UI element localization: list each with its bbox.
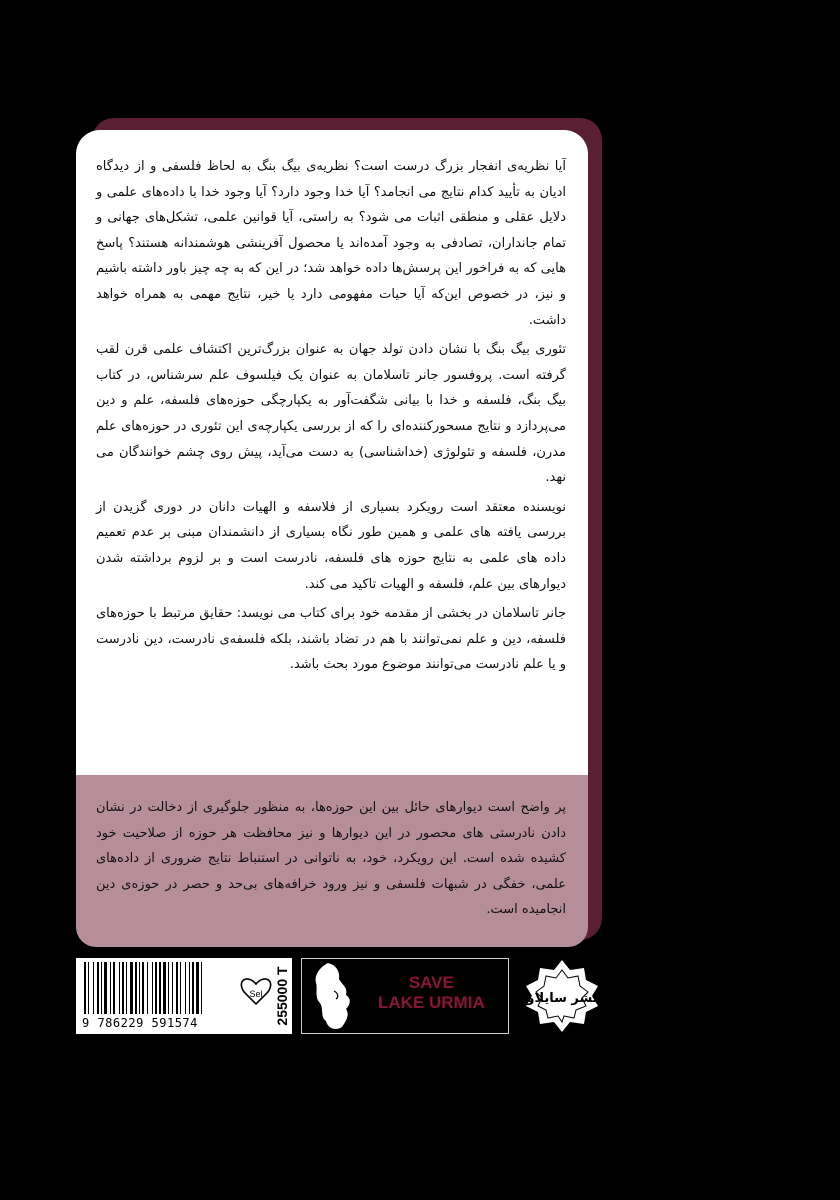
publisher-logo — [514, 956, 610, 1036]
description-paragraph-2: تئوری بیگ بنگ با نشان دادن تولد جهان به عنوان بزرگ‌ترین اکتشاف علمی قرن لقب گرفته است. پروفسور جانر تاسلامان به عنوان یک فیلسوف علم سرشناس، در کتاب بیگ بنگ، فلسفه و خدا با بیانی شگفت‌آور به یکپارچگی حوزه‌های فلسفه، علم و دین می‌پردازد و نتایج مسحورکننده‌ای را که از بررسی یکپارچه‌ی این تئوری در حوزه‌های علم مدرن، فلسفه و تئولوژی (خداشناسی) به دست می‌آید، پیش روی چشم خوانندگان می نهد. — [96, 342, 566, 486]
barcode-bar — [101, 962, 102, 1014]
description-paragraph-4: جانر تاسلامان در بخشی از مقدمه خود برای کتاب می نویسد: حقایق مرتبط با حوزه‌های فلسفه، دین و علم نمی‌توانند با هم در تضاد باشند، بلکه فلسفه‌ی نادرست، دین نادرست و یا علم نادرست می‌توانند موضوع مورد بحث باشد. — [96, 606, 566, 673]
price-text: 255000 T — [274, 966, 290, 1026]
barcode-bar — [155, 962, 157, 1014]
isbn-barcode — [76, 958, 272, 1034]
barcode-bar — [84, 962, 86, 1014]
barcode-bar — [168, 962, 169, 1014]
barcode-bar — [93, 962, 94, 1014]
highlight-paragraph: پر واضح است دیوارهای حائل بین این حوزه‌ها، به منظور جلوگیری از دخالت در نشان دادن نادرستی های محصور در این دیوارها و نیز محافظت هر حوزه از صلاحیت خود کشیده شده است. این رویکرد، خود، به ناتوانی در استنباط نتایج ضروری از داده‌های علمی، خفگی در شبهات فلسفی و نیز ورود خرافه‌های بی‌حد و حصر در حوزه‌ی دین انجامیده است. — [96, 800, 566, 918]
price-label — [272, 958, 292, 1034]
isbn-digits: 9 786229 591574 — [82, 1016, 198, 1030]
barcode-bar — [113, 962, 115, 1014]
barcode-bar — [172, 962, 173, 1014]
slogan-line-1: SAVE — [408, 973, 454, 992]
description-paragraph-1: آیا نظریه‌ی انفجار بزرگ درست است؟ نظریه‌ی بیگ بنگ به لحاظ فلسفی و از دیدگاه ادیان به تأیید کدام نتایج می انجامد؟ آیا خدا وجود دارد؟ آیا وجود خدا با داده‌های علمی و دلایل عقلی و منطقی اثبات می شود؟ به راستی، آیا قوانین علمی، تشکل‌های جهانی و تمام جانداران، تصادفی به وجود آمده‌اند یا محصول آفرینشی هوشمندانه هستند؟ پاسخ هایی که به فراخور این پرسش‌ها داده خواهد شد؛ در این که به چه چیز باور داشته باشیم و نیز، در خصوص این‌که آیا حیات مفهومی دارد یا خیر، نتایج مهمی به همراه خواهد داشت. — [96, 159, 566, 328]
description-panel — [76, 130, 588, 775]
description-paragraph-3: نویسنده معتقد است رویکرد بسیاری از فلاسفه و الهیات دانان در دوری گزیدن از بررسی یافته های علمی و همین طور نگاه بسیاری از دانشمندان مبنی بر عدم تعمیم داده های علمی به نتایج حوزه های فلسفه، نادرست است و بر لزوم برداشته شدن دیوارهای بین علم، فلسفه و الهیات تاکید می کند. — [96, 499, 566, 592]
barcode-bar — [201, 962, 202, 1014]
barcode-bar — [189, 962, 190, 1014]
barcode-badge-label: Sel — [249, 989, 263, 999]
barcode-bar — [152, 962, 153, 1014]
barcode-bar — [147, 962, 148, 1014]
publisher-logo-text: نشر سایلاو — [526, 991, 598, 1006]
barcode-bar — [104, 962, 107, 1014]
barcode-bar — [176, 962, 178, 1014]
highlight-panel — [76, 775, 588, 947]
slogan-line-2: LAKE URMIA — [378, 993, 485, 1012]
barcode-bar — [163, 962, 166, 1014]
barcode-bar — [122, 962, 124, 1014]
barcode-bar — [119, 962, 120, 1014]
barcode-bar — [88, 962, 89, 1014]
barcode-bar — [192, 962, 194, 1014]
lake-urmia-map-icon — [306, 961, 370, 1033]
barcode-bar — [180, 962, 181, 1014]
barcode-bar — [185, 962, 186, 1014]
barcode-bar — [126, 962, 127, 1014]
barcode-bar — [135, 962, 137, 1014]
save-lake-urmia-badge — [301, 958, 509, 1034]
barcode-bar — [159, 962, 161, 1014]
barcode-bar — [97, 962, 99, 1014]
barcode-bar — [142, 962, 144, 1014]
barcode-bar — [110, 962, 111, 1014]
barcode-bar — [196, 962, 199, 1014]
barcode-bar — [130, 962, 133, 1014]
barcode-bar — [139, 962, 140, 1014]
heart-badge-icon — [241, 979, 270, 1004]
slogan-text — [378, 973, 485, 1013]
